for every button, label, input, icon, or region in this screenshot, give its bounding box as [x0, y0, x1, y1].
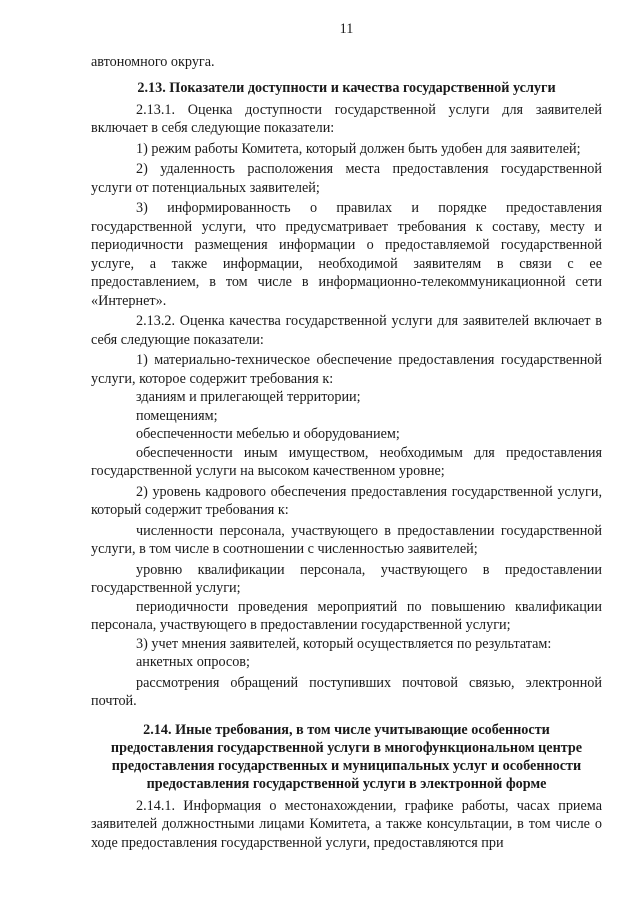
- list-item: помещениям;: [136, 407, 218, 424]
- list-item: 1) режим работы Комитета, который должен быть удобен для заявителей;: [136, 140, 581, 157]
- list-item: 3) информированность о правилах и порядке предоставления государственной услуги, что предусматривает требования к составу, месту и периодичности размещения информации о предоставляемой государственной услуге, а также информации, необходимой заявителям в связи с ее предоставлением, в том числе в информационно-телекоммуникационной сети «Интернет».: [91, 200, 602, 309]
- list-item: периодичности проведения мероприятий по повышению квалификации персонала, участвующего в предоставлении государственной услуги;: [91, 598, 602, 633]
- list-item: обеспеченности мебелью и оборудованием;: [136, 426, 400, 442]
- list-item: 1) материально-техническое обеспечение предоставления государственной услуги, которое содержит требования к:: [91, 352, 602, 387]
- list-item: обеспеченности иным имуществом, необходимым для предоставления государственной услуги на высоком качественном уровне;: [91, 444, 602, 479]
- section-heading-2-14: 2.14. Иные требования, в том числе учитывающие особенности предоставления государственной услуги в многофункциональном центре предоставления государственных и муниципальных услуг и особенности предоставления государственной услуги в электронной форме: [110, 721, 583, 792]
- list-item: 3) учет мнения заявителей, который осуществляется по результатам:: [136, 635, 552, 652]
- paragraph-2-14-1: 2.14.1. Информация о местонахождении, графике работы, часах приема заявителей должностными лицами Комитета, а также консультации, в том числе о ходе предоставления государственной услуги, предоставляются при: [91, 797, 602, 851]
- list-item: зданиям и прилегающей территории;: [136, 389, 361, 405]
- lead-fragment: автономного округа.: [91, 53, 215, 70]
- list-item: численности персонала, участвующего в предоставлении государственной услуги, в том числе в соотношении с численностью заявителей;: [91, 522, 602, 557]
- list-item: анкетных опросов;: [136, 654, 250, 670]
- list-item: уровню квалификации персонала, участвующего в предоставлении государственной услуги;: [91, 561, 602, 596]
- paragraph-2-13-2: 2.13.2. Оценка качества государственной услуги для заявителей включает в себя следующие показатели:: [91, 313, 602, 348]
- section-heading-2-13: 2.13. Показатели доступности и качества государственной услуги: [137, 80, 556, 96]
- list-item: 2) удаленность расположения места предоставления государственной услуги от потенциальных заявителей;: [91, 161, 602, 196]
- list-item: рассмотрения обращений поступивших почтовой связью, электронной почтой.: [91, 674, 602, 709]
- page-number: 11: [339, 21, 354, 37]
- list-item: 2) уровень кадрового обеспечения предоставления государственной услуги, который содержит требования к:: [91, 483, 602, 518]
- paragraph-2-13-1: 2.13.1. Оценка доступности государственной услуги для заявителей включает в себя следующие показатели:: [91, 101, 602, 136]
